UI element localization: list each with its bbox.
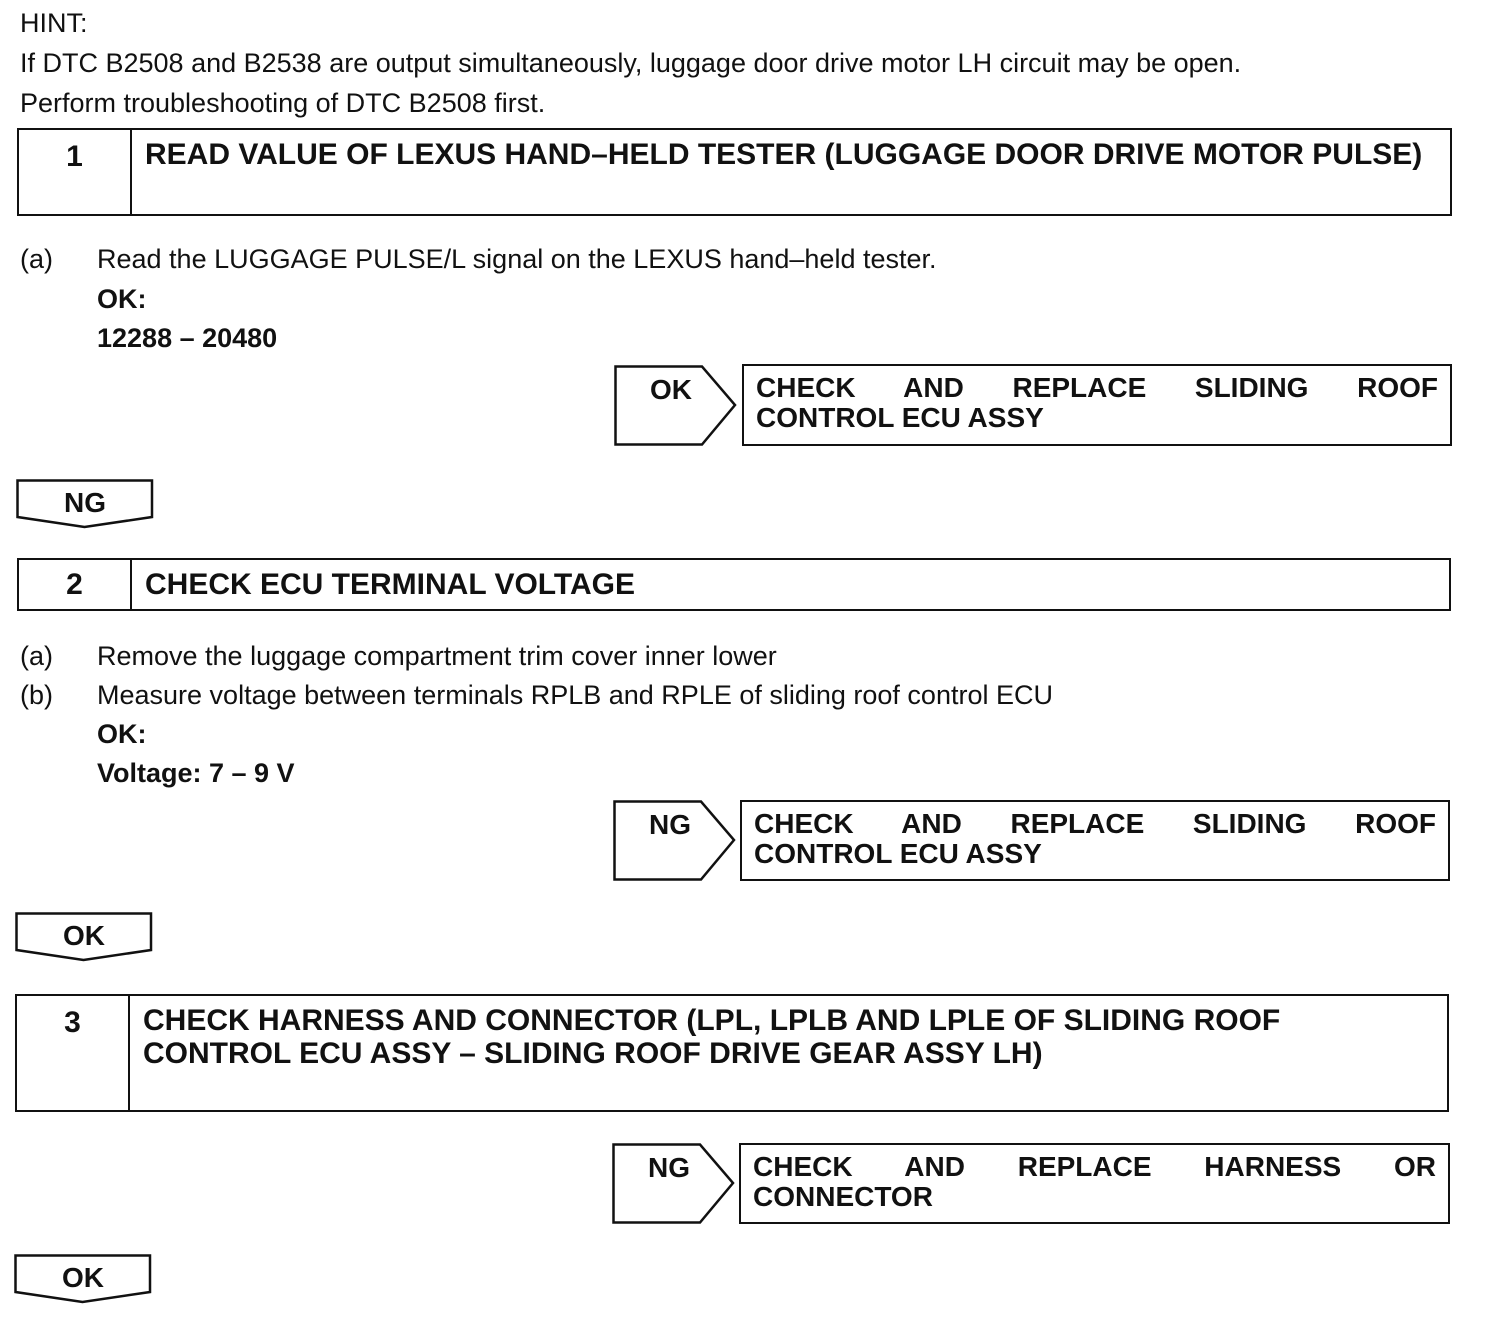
- step-1-ok-value: 12288 – 20480: [97, 323, 278, 353]
- step-2-instruction-b-marker: (b): [20, 680, 53, 710]
- step-2-result-line-1: CHECK AND REPLACE SLIDING ROOF: [754, 808, 1436, 839]
- step-3-result-line-1: CHECK AND REPLACE HARNESS OR: [753, 1151, 1436, 1182]
- step-2-result-line-2: CONTROL ECU ASSY: [754, 838, 1042, 869]
- step-2-instruction-b-text: Measure voltage between terminals RPLB and RPLE of sliding roof control ECU: [97, 680, 1053, 710]
- step-1-header: [17, 128, 1452, 216]
- step-2-ok-value: Voltage: 7 – 9 V: [97, 758, 295, 788]
- step-3-result-line-2: CONNECTOR: [753, 1181, 933, 1212]
- step-2-title: CHECK ECU TERMINAL VOLTAGE: [145, 568, 636, 601]
- step-2-header: [17, 558, 1451, 611]
- step-1-instruction-a-text: Read the LUGGAGE PULSE/L signal on the LEXUS hand–held tester.: [97, 244, 937, 274]
- step-2-instruction-a-marker: (a): [20, 641, 53, 671]
- step-1-result-line-2: CONTROL ECU ASSY: [756, 402, 1044, 433]
- hint-label: HINT:: [20, 8, 88, 38]
- step-1-result-box: [742, 364, 1452, 446]
- step-1-number: 1: [19, 130, 132, 214]
- step-2-number: 2: [19, 560, 132, 609]
- step-3-next-label: OK: [62, 1262, 104, 1293]
- hint-line-2: Perform troubleshooting of DTC B2508 first.: [20, 88, 546, 118]
- step-2-ok-label: OK:: [97, 719, 147, 749]
- step-1-result-line-1: CHECK AND REPLACE SLIDING ROOF: [756, 372, 1438, 403]
- step-1-title: READ VALUE OF LEXUS HAND–HELD TESTER (LUGGAGE DOOR DRIVE MOTOR PULSE): [145, 138, 1423, 171]
- step-1-instruction-a-marker: (a): [20, 244, 53, 274]
- step-2-next-label: OK: [63, 920, 105, 951]
- hint-line-1: If DTC B2508 and B2538 are output simultaneously, luggage door drive motor LH circuit may be open.: [20, 48, 1242, 78]
- step-3-header: [15, 994, 1449, 1112]
- step-3-branch-label: NG: [648, 1152, 690, 1183]
- step-1-ok-label: OK:: [97, 284, 147, 314]
- step-1-branch-label: OK: [650, 374, 692, 405]
- step-2-instruction-a-text: Remove the luggage compartment trim cover inner lower: [97, 641, 777, 671]
- step-1-next-label: NG: [64, 487, 106, 518]
- step-3-result-box: [739, 1143, 1450, 1224]
- step-2-result-box: [740, 800, 1450, 881]
- step-3-number: 3: [17, 996, 130, 1110]
- step-3-title: CHECK HARNESS AND CONNECTOR (LPL, LPLB AND LPLE OF SLIDING ROOF CONTROL ECU ASSY – SLIDING ROOF DRIVE GEAR ASSY LH): [143, 1004, 1281, 1070]
- step-2-branch-label: NG: [649, 809, 691, 840]
